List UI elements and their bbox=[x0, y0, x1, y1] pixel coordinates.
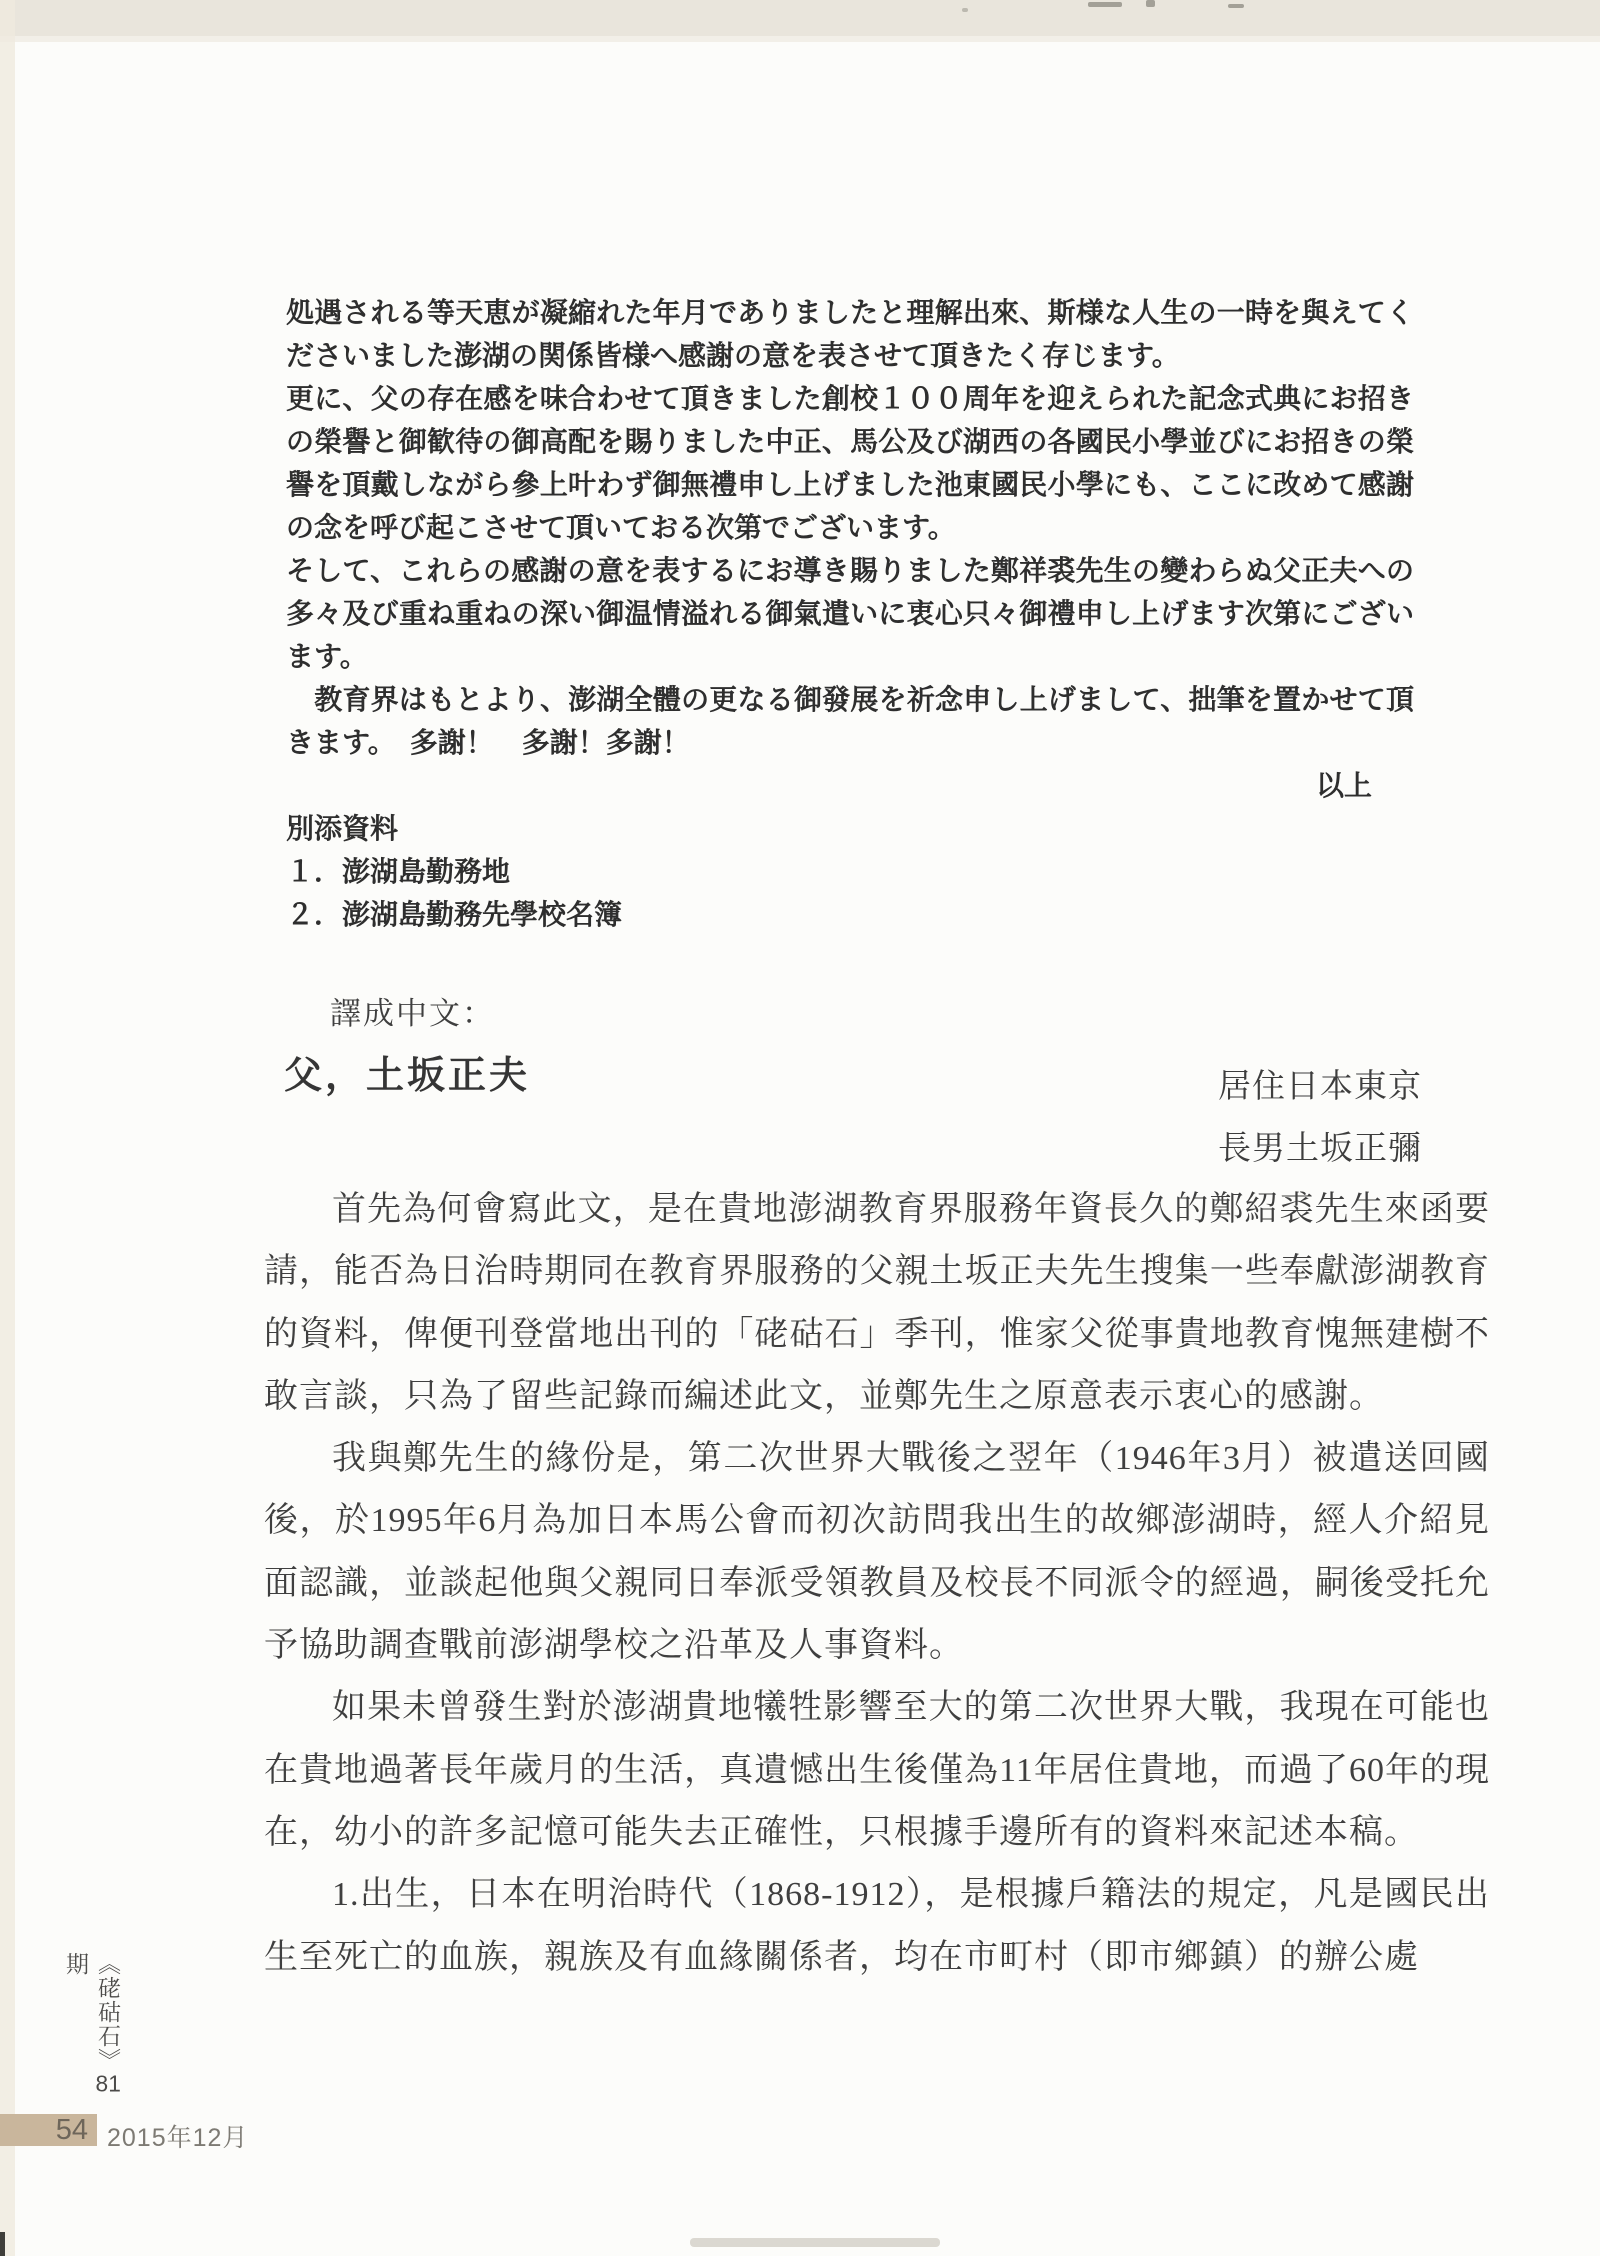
page-number-badge: 54 bbox=[0, 2114, 97, 2146]
journal-issue-suffix: 期 bbox=[63, 1952, 89, 1976]
japanese-letter bbox=[286, 291, 1414, 936]
scan-speck bbox=[1088, 2, 1122, 7]
translation-label: 譯成中文： bbox=[330, 996, 495, 1031]
letter-closing: 以上 bbox=[1315, 770, 1372, 801]
chinese-paragraph: 我與鄭先生的緣份是，第二次世界大戰後之翌年（1946年3月）被遣送回國後，於1995年6月為加日本馬公會而初次訪問我出生的故鄉澎湖時，經人介紹見面認識，並談起他與父親同日奉派受領教員及校長不同派令的經過，嗣後受托允予協助調查戰前澎湖學校之沿革及人事資料。 bbox=[264, 1440, 1490, 1665]
issue-date: 2015年12月 bbox=[107, 2124, 249, 2152]
scan-speck bbox=[962, 8, 968, 12]
letter-paragraph: そして、これらの感謝の意を表するにお導き賜りました鄭祥裘先生の變わらぬ父正夫への多々及び重ね重ねの深い御温情溢れる御氣遣いに衷心只々御禮申し上げます次第にございます。 bbox=[286, 555, 1414, 672]
translation-body bbox=[264, 1179, 1490, 1989]
attachment-item: １．澎湖島勤務地 bbox=[286, 856, 511, 887]
journal-issue-number: 81 bbox=[95, 2072, 121, 2095]
scan-edge-mark bbox=[0, 2232, 5, 2256]
chinese-paragraph: 1.出生，日本在明治時代（1868-1912），是根據戶籍法的規定，凡是國民出生至死亡的血族，親族及有血緣關係者，均在市町村（即市鄉鎮）的辦公處 bbox=[264, 1876, 1490, 1976]
translation-bylines bbox=[1218, 1056, 1422, 1180]
chinese-paragraph: 首先為何會寫此文，是在貴地澎湖教育界服務年資長久的鄭紹裘先生來函要請，能否為日治時期同在教育界服務的父親土坂正夫先生搜集一些奉獻澎湖教育的資料，俾便刊登當地出刊的「硓𥑮石」季刊，惟家父從事貴地教育愧無建樹不敢言談，只為了留些記錄而編述此文，並鄭先生之原意表示衷心的感謝。 bbox=[264, 1191, 1490, 1415]
scan-speck bbox=[1228, 4, 1244, 8]
letter-paragraph: 教育界はもとより、澎湖全體の更なる御發展を祈念申し上げまして、拙筆を置かせて頂きます。 多謝！ 多謝！多謝！ bbox=[286, 684, 1414, 758]
scan-left-edge-shading bbox=[0, 0, 15, 2256]
byline-residence: 居住日本東京 bbox=[1218, 1069, 1422, 1105]
scan-top-edge-band bbox=[0, 0, 1600, 36]
chinese-paragraph: 如果未曾發生對於澎湖貴地犧牲影響至大的第二次世界大戰，我現在可能也在貴地過著長年歲月的生活，真遺憾出生後僅為11年居住貴地，而過了60年的現在，幼小的許多記憶可能失去正確性，只根據手邊所有的資料來記述本稿。 bbox=[264, 1689, 1490, 1851]
byline-author: 長男土坂正彌 bbox=[1218, 1131, 1422, 1167]
journal-side-title bbox=[60, 1952, 124, 2112]
scan-top-edge-shadow bbox=[0, 36, 1600, 42]
attachments-heading: 別添資料 bbox=[286, 813, 399, 844]
scan-smudge bbox=[690, 2238, 940, 2247]
scan-speck bbox=[1146, 0, 1155, 7]
journal-name: 《硓𥑮石》 bbox=[95, 1952, 121, 2072]
attachment-item: ２．澎湖島勤務先學校名簿 bbox=[286, 899, 623, 930]
letter-paragraph: 処遇される等天恵が凝縮れた年月でありましたと理解出來、斯様な人生の一時を與えてくださいました澎湖の関係皆様へ感謝の意を表させて頂きたく存じます。 bbox=[286, 297, 1414, 371]
translation-title: 父，土坂正夫 bbox=[284, 1055, 531, 1097]
letter-paragraph: 更に、父の存在感を味合わせて頂きました創校１００周年を迎えられた記念式典にお招きの榮譽と御歓待の御高配を賜りました中正、馬公及び湖西の各國民小學並びにお招きの榮譽を頂戴しながら參上叶わず御無禮申し上げました池東國民小學にも、ここに改めて感謝の念を呼び起こさせて頂いておる次第でございます。 bbox=[286, 383, 1414, 543]
